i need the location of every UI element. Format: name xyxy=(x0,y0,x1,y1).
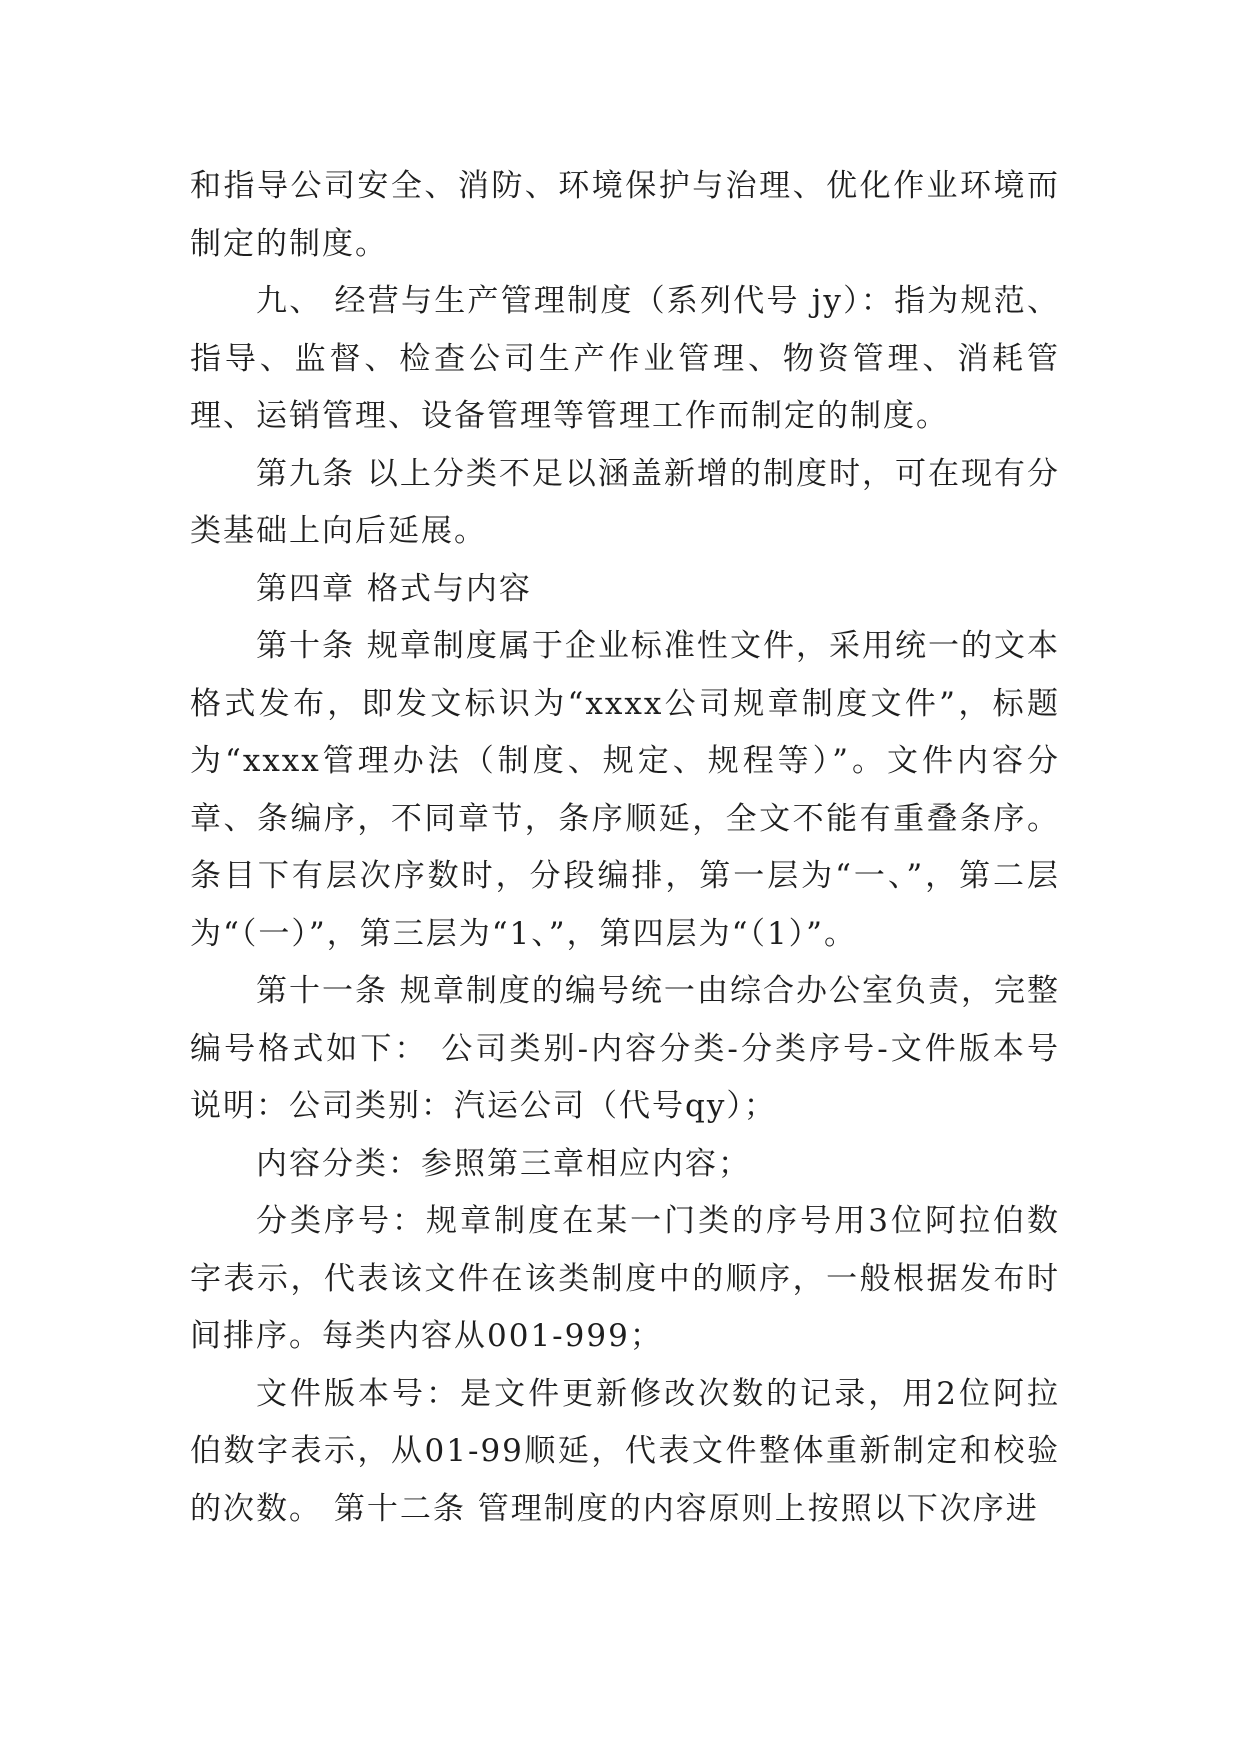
paragraph-8: 分类序号：规章制度在某一门类的序号用3位阿拉伯数字表示，代表该文件在该类制度中的顺序，一般根据发布时间排序。每类内容从001-999； xyxy=(190,1203,1060,1354)
paragraph-1: 和指导公司安全、消防、环境保护与治理、优化作业环境而制定的制度。 xyxy=(190,168,1060,262)
document-body xyxy=(190,158,1060,1538)
paragraph-2: 九、 经营与生产管理制度（系列代号 jy）：指为规范、指导、监督、检查公司生产作业管理、物资管理、消耗管理、运销管理、设备管理等管理工作而制定的制度。 xyxy=(190,283,1060,434)
chapter-heading: 第四章 格式与内容 xyxy=(256,570,532,607)
paragraph-6: 第十一条 规章制度的编号统一由综合办公室负责，完整编号格式如下： 公司类别-内容分类-分类序号-文件版本号说明：公司类别：汽运公司（代号qy）； xyxy=(190,973,1060,1124)
paragraph-5: 第十条 规章制度属于企业标准性文件，采用统一的文本格式发布，即发文标识为“xxxx公司规章制度文件”，标题为“xxxx管理办法（制度、规定、规程等）”。文件内容分章、条编序，不同章节，条序顺延，全文不能有重叠条序。条目下有层次序数时，分段编排，第一层为“一、”，第二层为“（一）”，第三层为“1、”，第四层为“（1）”。 xyxy=(190,628,1060,952)
paragraph-3: 第九条 以上分类不足以涵盖新增的制度时，可在现有分类基础上向后延展。 xyxy=(190,455,1060,549)
paragraph-7: 内容分类：参照第三章相应内容； xyxy=(256,1145,751,1182)
paragraph-9: 文件版本号：是文件更新修改次数的记录，用2位阿拉伯数字表示，从01-99顺延，代表文件整体重新制定和校验的次数。 第十二条 管理制度的内容原则上按照以下次序进 xyxy=(190,1375,1060,1527)
